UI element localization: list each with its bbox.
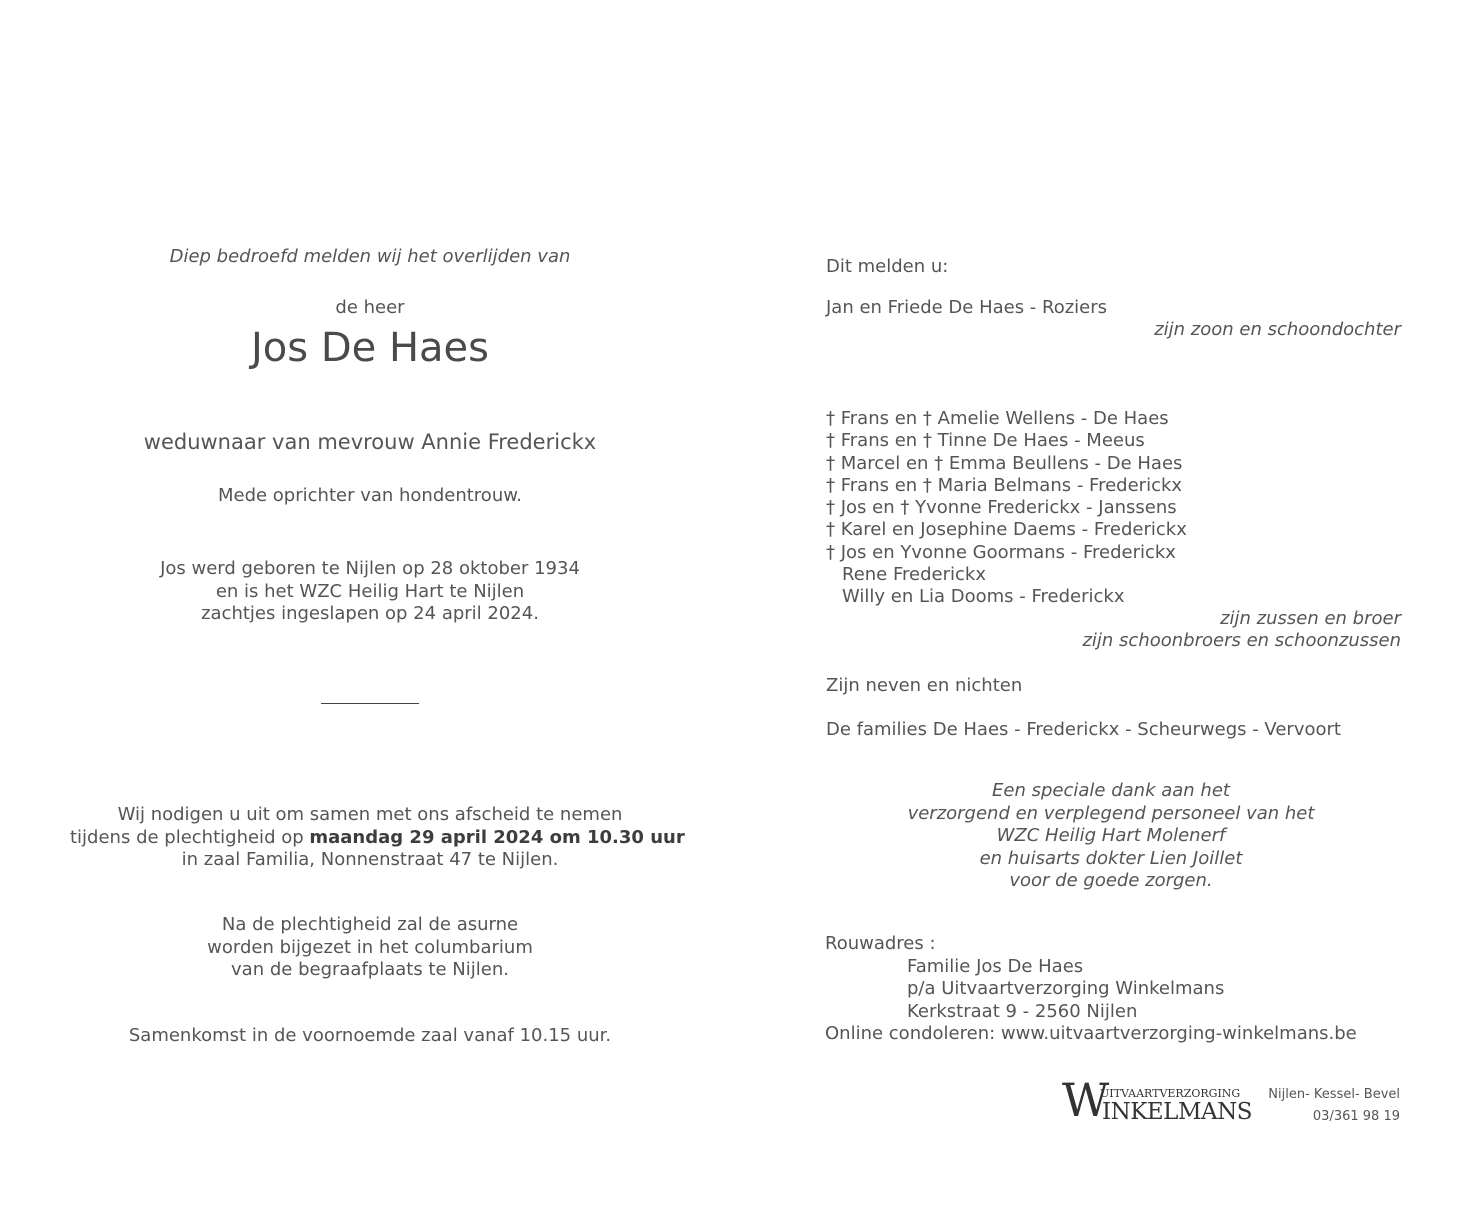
urn-line: Na de plechtigheid zal de asurne: [221, 914, 519, 935]
thanks-line: Een speciale dank aan het: [992, 780, 1230, 801]
invitation-block: [70, 804, 685, 872]
invite-line: Wij nodigen u uit om samen met ons afscheid te nemen: [117, 804, 623, 825]
gathering-text: Samenkomst in de voornoemde zaal vanaf 10.15 uur.: [128, 1025, 612, 1046]
siblings-role: zijn zussen en broer: [1220, 608, 1401, 629]
urn-line: worden bijgezet in het columbarium: [207, 936, 533, 958]
urn-line: van de begraafplaats te Nijlen.: [231, 959, 509, 980]
list-item: † Marcel en † Emma Beullens - De Haes: [826, 452, 1183, 474]
siblings-list: [826, 408, 1401, 609]
cofounder-text: Mede oprichter van hondentrouw.: [217, 485, 523, 506]
deceased-name: Jos De Haes: [251, 325, 489, 371]
divider-line: [321, 703, 419, 704]
thanks-line: WZC Heilig Hart Molenerf: [996, 825, 1226, 846]
invite-line: in zaal Familia, Nonnenstraat 47 te Nijlen.: [181, 849, 559, 870]
list-item: † Frans en † Tinne De Haes - Meeus: [826, 430, 1145, 452]
invite-prefix: tijdens de plechtigheid op: [70, 826, 310, 848]
list-item: † Jos en † Yvonne Frederickx - Janssens: [826, 497, 1177, 519]
thanks-line: en huisarts dokter Lien Joillet: [979, 847, 1243, 869]
invite-line: [70, 826, 685, 850]
intro-text: Diep bedroefd melden wij het overlijden van: [169, 246, 571, 267]
widower-text: weduwnaar van mevrouw Annie Frederickx: [143, 430, 597, 454]
urn-block: [70, 914, 670, 982]
announce-text: Dit melden u:: [826, 256, 949, 277]
ceremony-date: maandag 29 april 2024 om 10.30 uur: [309, 826, 685, 848]
address-block: [825, 933, 1400, 1046]
logo-locations: Nijlen- Kessel- Bevel: [1268, 1087, 1400, 1102]
in-laws-role: zijn schoonbroers en schoonzussen: [1082, 630, 1401, 651]
son-names: Jan en Friede De Haes - Roziers: [826, 297, 1108, 318]
list-item: † Jos en Yvonne Goormans - Frederickx: [826, 541, 1176, 563]
logo-phone: 03/361 98 19: [1312, 1109, 1400, 1124]
thanks-line: voor de goede zorgen.: [1009, 870, 1213, 891]
logo-name: INKELMANS: [1102, 1099, 1252, 1125]
address-line: Kerkstraat 9 - 2560 Nijlen: [907, 1000, 1138, 1022]
birth-line: zachtjes ingeslapen op 24 april 2024.: [201, 603, 539, 624]
birth-line: en is het WZC Heilig Hart te Nijlen: [215, 580, 525, 602]
address-line: Familie Jos De Haes: [907, 955, 1084, 977]
cousins-text: Zijn neven en nichten: [826, 675, 1023, 696]
thanks-block: [826, 780, 1396, 893]
families-text: De families De Haes - Frederickx - Scheurwegs - Vervoort: [826, 719, 1341, 740]
list-item: † Karel en Josephine Daems - Frederickx: [826, 519, 1187, 541]
birth-line: Jos werd geboren te Nijlen op 28 oktober 1934: [160, 558, 580, 579]
son-role: zijn zoon en schoondochter: [1154, 319, 1401, 340]
list-item: † Frans en † Maria Belmans - Frederickx: [826, 474, 1183, 496]
birth-block: [70, 558, 670, 626]
logo-initial: W: [1062, 1073, 1110, 1127]
logo-top-text: UITVAARTVERZORGING: [1100, 1087, 1241, 1100]
thanks-line: verzorgend en verplegend personeel van het: [907, 802, 1315, 824]
salutation: de heer: [335, 297, 405, 318]
address-line: p/a Uitvaartverzorging Winkelmans: [907, 978, 1225, 999]
list-item: Rene Frederickx: [842, 564, 986, 586]
list-item: Willy en Lia Dooms - Frederickx: [842, 586, 1125, 608]
address-label: Rouwadres :: [825, 933, 936, 954]
list-item: † Frans en † Amelie Wellens - De Haes: [826, 408, 1169, 429]
online-condolence: Online condoleren: www.uitvaartverzorging-winkelmans.be: [825, 1023, 1357, 1044]
